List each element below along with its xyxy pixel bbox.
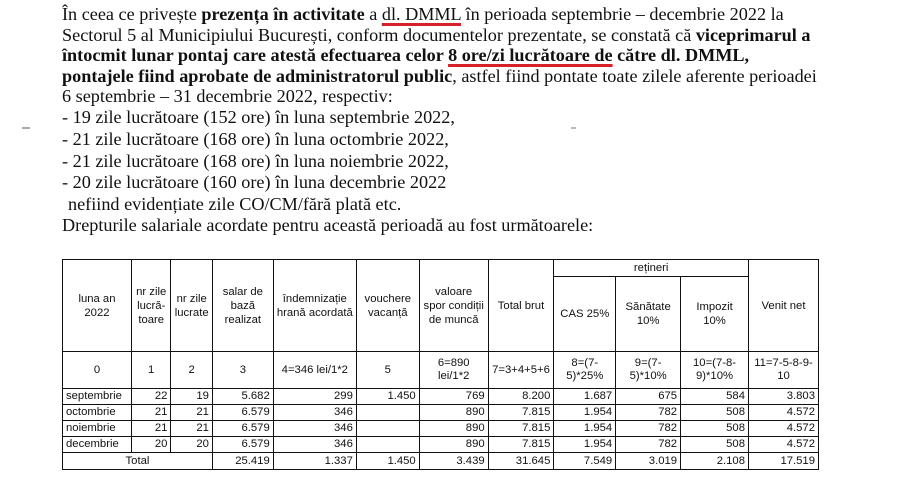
table-cell: 299: [273, 389, 356, 405]
table-cell: 1.954: [554, 405, 616, 421]
col-header: Sănătate 10%: [616, 277, 681, 352]
bold-run: către dl. DMML, pontajele fiind aprobate de administratorul public: [62, 45, 750, 86]
table-cell: 19: [171, 389, 212, 405]
bold-run: prezența în activitate: [201, 4, 365, 24]
list-item: - 21 zile lucrătoare (168 ore) în luna octombrie 2022,: [62, 128, 449, 149]
table-cell: 4.572: [748, 437, 818, 453]
text-run: în perioada septembrie – decembrie 2022 la Sectorul 5 al Municipiului București, conform documentelor prezentate, se constată că: [62, 4, 784, 45]
list-item: - 19 zile lucrătoare (152 ore) în luna septembrie 2022,: [62, 106, 455, 127]
text-run: , astfel fiind pontate toate zilele aferente perioadei 6 septembrie – 31 decembrie 2022, respectiv:: [62, 65, 817, 107]
list-item: - 21 zile lucrătoare (168 ore) în luna noiembrie 2022,: [62, 150, 449, 171]
total-cell: 2.108: [681, 453, 749, 470]
formula-cell: 4=346 lei/1*2: [273, 352, 356, 389]
total-cell: 7.549: [554, 453, 616, 470]
table-cell: 6.579: [212, 405, 273, 421]
col-header: CAS 25%: [554, 277, 616, 352]
table-cell: 21: [171, 405, 212, 421]
salary-table: [62, 259, 819, 470]
table-row: [63, 405, 819, 421]
table-cell: 782: [616, 437, 681, 453]
underlined-hours: 8 ore/zi lucrătoare de: [448, 45, 613, 66]
total-cell: 3.019: [616, 453, 681, 470]
table-cell: 890: [419, 405, 488, 421]
table-cell: 346: [273, 437, 356, 453]
col-header: nr zile lucrate: [171, 260, 212, 352]
table-cell: 8.200: [488, 389, 554, 405]
group-header-retineri: rețineri: [554, 260, 749, 277]
col-header: Total brut: [488, 260, 554, 352]
table-row: [63, 437, 819, 453]
col-header: salar de bază realizat: [212, 260, 273, 352]
table-cell: 7.815: [488, 437, 554, 453]
formula-cell: 6=890 lei/1*2: [419, 352, 488, 389]
col-header: valoare spor condiții de muncă: [419, 260, 488, 352]
total-cell: 17.519: [748, 453, 818, 470]
table-cell: 584: [681, 389, 749, 405]
formula-cell: 8=(7-5)*25%: [554, 352, 616, 389]
table-cell: 1.954: [554, 437, 616, 453]
table-cell: 22: [131, 389, 171, 405]
table-row: [63, 421, 819, 437]
month-cell: decembrie: [63, 437, 132, 453]
table-cell: 1.954: [554, 421, 616, 437]
col-header: Venit net: [748, 260, 818, 352]
table-cell: 1.450: [356, 389, 419, 405]
table-cell: 890: [419, 437, 488, 453]
table-cell: 20: [131, 437, 171, 453]
formula-cell: 11=7-5-8-9-10: [748, 352, 818, 389]
formula-cell: 1: [131, 352, 171, 389]
table-cell: 1.687: [554, 389, 616, 405]
col-header: vouchere vacanță: [356, 260, 419, 352]
table-cell: 782: [616, 421, 681, 437]
table-cell: 782: [616, 405, 681, 421]
total-cell: 3.439: [419, 453, 488, 470]
formula-cell: 5: [356, 352, 419, 389]
month-cell: septembrie: [63, 389, 132, 405]
total-cell: 31.645: [488, 453, 554, 470]
table-cell: 20: [171, 437, 212, 453]
total-cell: 1.450: [356, 453, 419, 470]
table-cell: 7.815: [488, 405, 554, 421]
table-cell: 3.803: [748, 389, 818, 405]
col-header: îndemnizație hrană acordată: [273, 260, 356, 352]
table-cell: 675: [616, 389, 681, 405]
bold-run: viceprimarul a întocmit lunar pontaj care atestă efectuarea celor: [62, 24, 811, 66]
text-run: În ceea ce privește: [62, 4, 202, 24]
formula-cell: 10=(7-8-9)*10%: [681, 352, 749, 389]
table-cell: 346: [273, 405, 356, 421]
table-cell: 7.815: [488, 421, 554, 437]
table-cell: 21: [131, 421, 171, 437]
salary-table-wrapper: [62, 259, 822, 470]
table-cell: [356, 421, 419, 437]
table-cell: 769: [419, 389, 488, 405]
total-cell: 1.337: [273, 453, 356, 470]
formula-cell: 7=3+4+5+6: [488, 352, 554, 389]
col-header: luna an 2022: [63, 260, 132, 352]
month-cell: noiembrie: [63, 421, 132, 437]
table-row: [63, 389, 819, 405]
formula-cell: 3: [212, 352, 273, 389]
table-cell: 4.572: [748, 421, 818, 437]
col-header: Impozit 10%: [681, 277, 749, 352]
table-cell: 890: [419, 421, 488, 437]
table-cell: [356, 405, 419, 421]
list-item: - 20 zile lucrătoare (160 ore) în luna decembrie 2022: [62, 172, 447, 193]
table-cell: 6.579: [212, 421, 273, 437]
table-cell: 5.682: [212, 389, 273, 405]
formula-cell: 0: [63, 352, 132, 389]
formula-row: [63, 352, 819, 389]
table-cell: [356, 437, 419, 453]
table-cell: 508: [681, 437, 749, 453]
header-group-row: [63, 260, 819, 277]
table-intro-line: Drepturile salariale acordate pentru această perioadă au fost următoarele:: [62, 215, 594, 236]
total-cell: 25.419: [212, 453, 273, 470]
total-row: [63, 453, 819, 470]
total-label: Total: [63, 453, 213, 470]
underlined-name: dl. DMML: [381, 4, 461, 24]
formula-cell: 9=(7-5)*10%: [616, 352, 681, 389]
table-cell: 346: [273, 421, 356, 437]
note-line: nefiind evidențiate zile CO/CM/fără plată etc.: [68, 194, 402, 215]
month-cell: octombrie: [63, 405, 132, 421]
table-cell: 508: [681, 421, 749, 437]
formula-cell: 2: [171, 352, 212, 389]
table-cell: 6.579: [212, 437, 273, 453]
table-cell: 508: [681, 405, 749, 421]
table-cell: 4.572: [748, 405, 818, 421]
text-run: a: [364, 4, 382, 24]
table-cell: 21: [131, 405, 171, 421]
col-header: nr zile lucră-toare: [131, 260, 171, 352]
table-cell: 21: [171, 421, 212, 437]
